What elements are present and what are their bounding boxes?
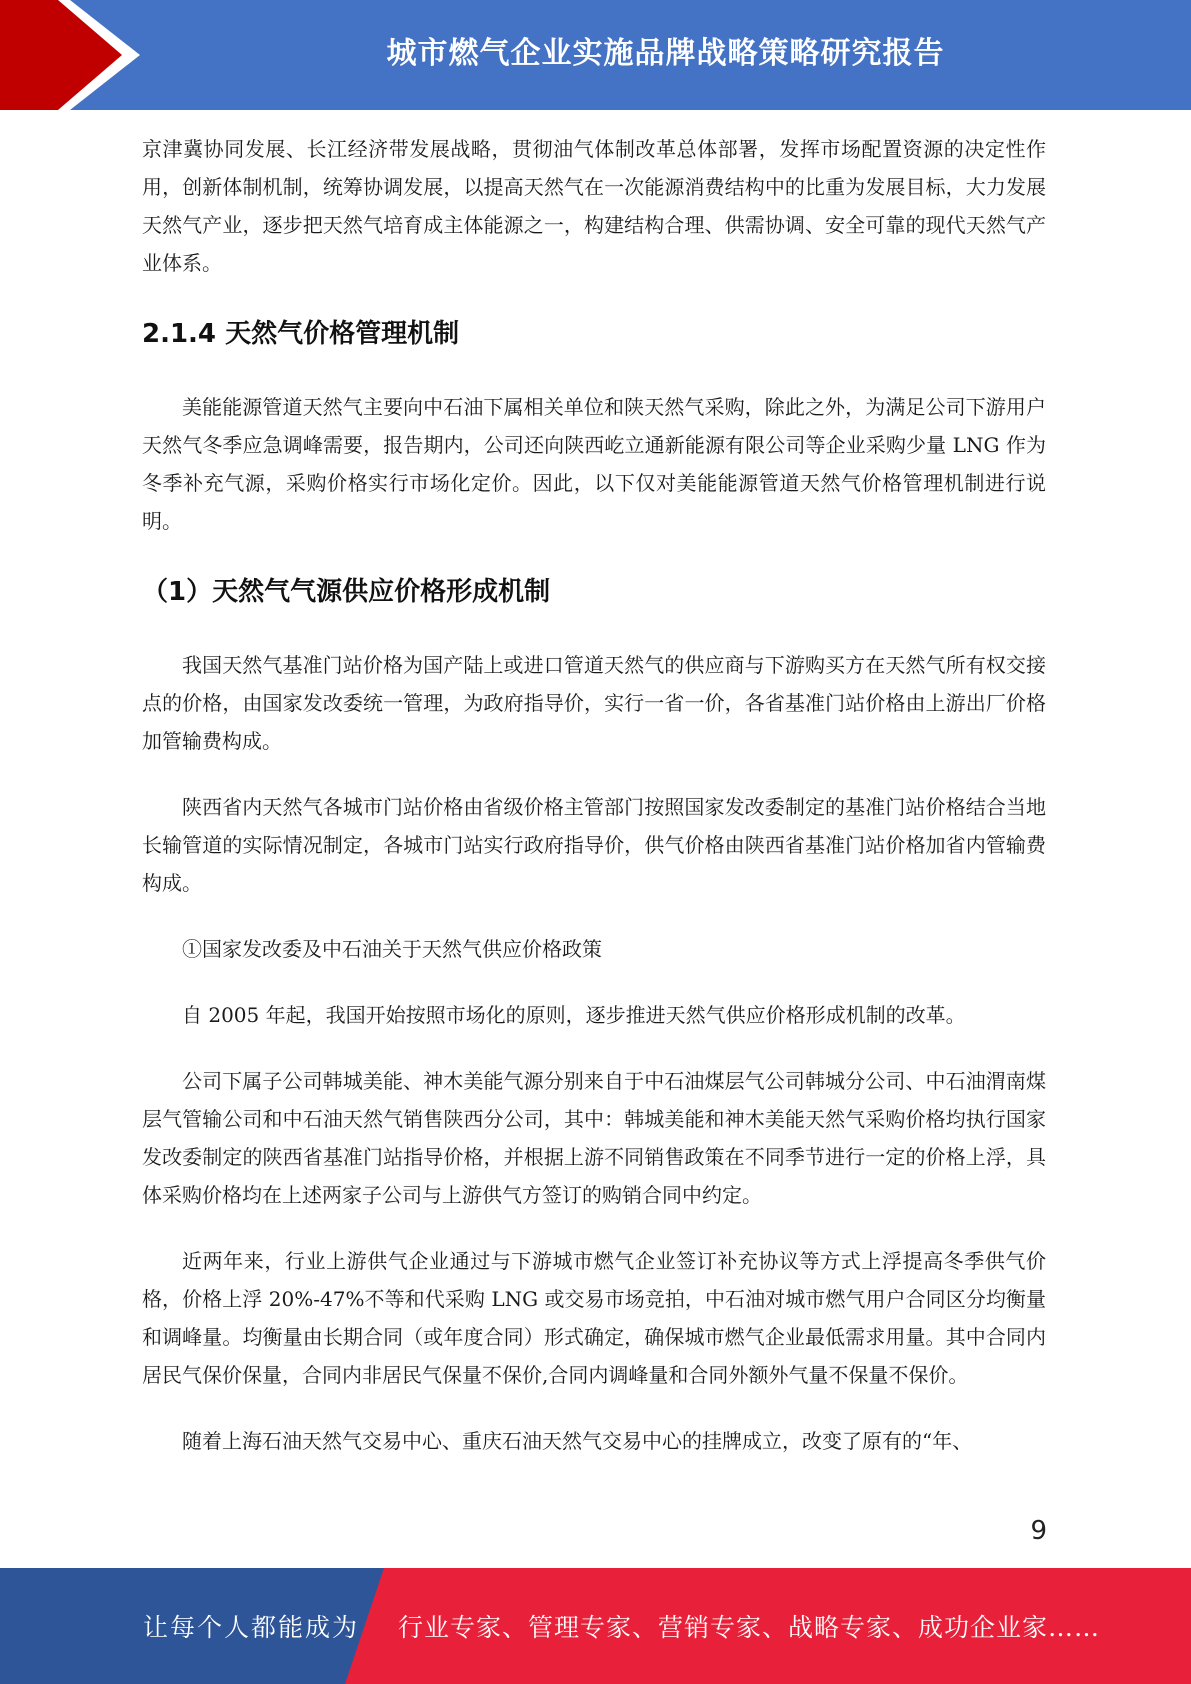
document-title: 城市燃气企业实施品牌战略策略研究报告: [386, 36, 945, 71]
header-bar: [0, 0, 1191, 110]
paragraph-policy-heading: ①国家发改委及中石油关于天然气供应价格政策: [182, 937, 602, 961]
section-heading-2-1-4: 2.1.4 天然气价格管理机制: [142, 319, 460, 349]
paragraph-intro: 京津冀协同发展、长江经济带发展战略，贯彻油气体制改革总体部署，发挥市场配置资源的决定性作用，创新体制机制，统筹协调发展，以提高天然气在一次能源消费结构中的比重为发展目标，大力发展天然气产业，逐步把天然气培育成主体能源之一，构建结构合理、供需协调、安全可靠的现代天然气产业体系。: [142, 137, 1046, 275]
footer-slogan-left: 让每个人都能成为: [143, 1613, 360, 1642]
page-content: [142, 130, 1046, 1460]
footer-bar: [0, 1568, 1191, 1684]
paragraph-meineng: 美能能源管道天然气主要向中石油下属相关单位和陕天然气采购，除此之外，为满足公司下游用户天然气冬季应急调峰需要，报告期内，公司还向陕西屹立通新能源有限公司等企业采购少量 LNG 作为冬季补充气源，采购价格实行市场化定价。因此，以下仅对美能能源管道天然气价格管理机制进行说明。: [142, 395, 1046, 533]
paragraph-shaanxi: 陕西省内天然气各城市门站价格由省级价格主管部门按照国家发改委制定的基准门站价格结合当地长输管道的实际情况制定，各城市门站实行政府指导价，供气价格由陕西省基准门站价格加省内管输费构成。: [142, 795, 1046, 895]
paragraph-base-price: 我国天然气基准门站价格为国产陆上或进口管道天然气的供应商与下游购买方在天然气所有权交接点的价格，由国家发改委统一管理，为政府指导价，实行一省一价，各省基准门站价格由上游出厂价格加管输费构成。: [142, 653, 1046, 753]
section-heading-1: （1）天然气气源供应价格形成机制: [142, 577, 551, 607]
footer-slogan-right: 行业专家、管理专家、营销专家、战略专家、成功企业家……: [398, 1613, 1101, 1642]
page-number: 9: [1030, 1516, 1047, 1546]
paragraph-shanghai: 随着上海石油天然气交易中心、重庆石油天然气交易中心的挂牌成立，改变了原有的“年、: [182, 1429, 973, 1453]
paragraph-2005: 自 2005 年起，我国开始按照市场化的原则，逐步推进天然气供应价格形成机制的改革。: [182, 1003, 966, 1027]
paragraph-subsidiaries: 公司下属子公司韩城美能、神木美能气源分别来自于中石油煤层气公司韩城分公司、中石油渭南煤层气管输公司和中石油天然气销售陕西分公司，其中：韩城美能和神木美能天然气采购价格均执行国家发改委制定的陕西省基准门站指导价格，并根据上游不同销售政策在不同季节进行一定的价格上浮，具体采购价格均在上述两家子公司与上游供气方签订的购销合同中约定。: [142, 1069, 1046, 1207]
paragraph-recent-years: 近两年来，行业上游供气企业通过与下游城市燃气企业签订补充协议等方式上浮提高冬季供气价格，价格上浮 20%-47%不等和代采购 LNG 或交易市场竞拍，中石油对城市燃气用户合同区分均衡量和调峰量。均衡量由长期合同（或年度合同）形式确定，确保城市燃气企业最低需求用量。其中合同内居民气保价保量，合同内非居民气保量不保价,合同内调峰量和合同外额外气量不保量不保价。: [142, 1249, 1046, 1387]
